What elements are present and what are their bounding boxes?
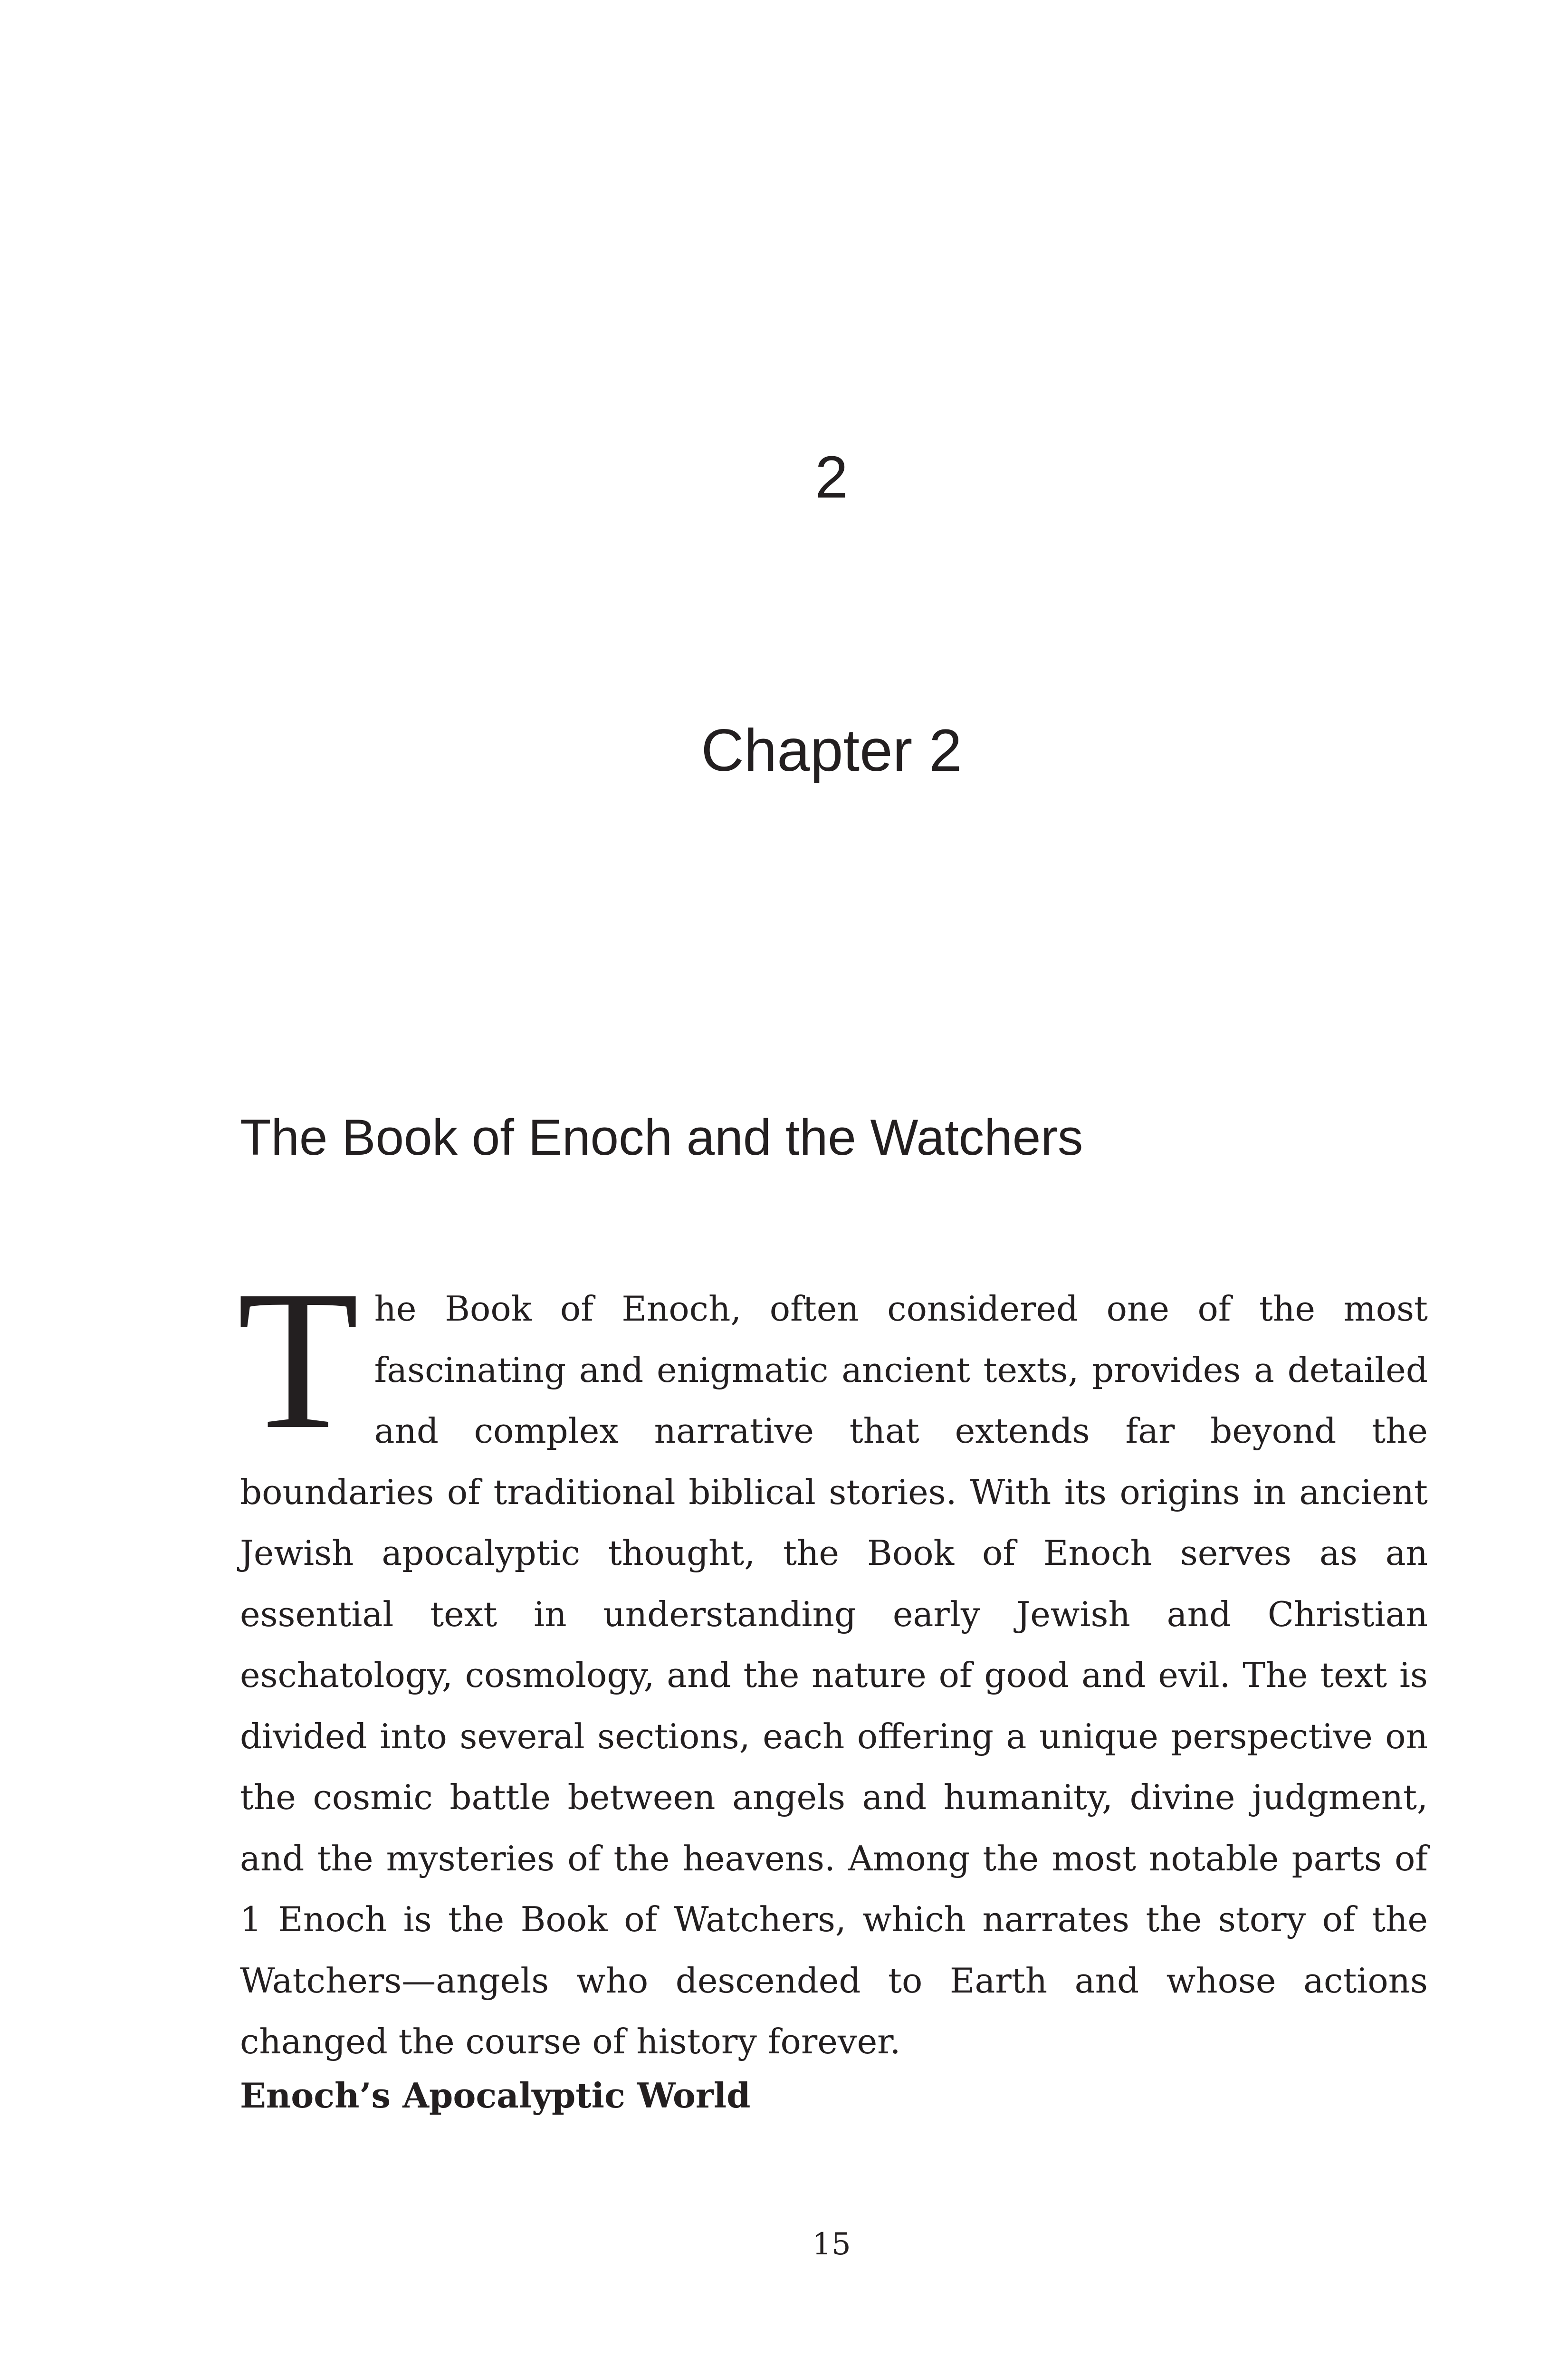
section-heading: The Book of Enoch and the Watchers <box>240 1109 1083 1166</box>
chapter-number: 2 <box>815 444 848 510</box>
chapter-title: Chapter 2 <box>701 718 962 784</box>
body-paragraph-text: he Book of Enoch, often considered one of the most fascinating and enigmatic ancient texts, provides a detailed and complex narrative that extends far beyond the boundaries of traditional biblical stories. With its origins in ancient Jewish apocalyptic thought, the Book of Enoch serves as an essential text in understanding early Jewish and Christian eschatology, cosmology, and the nature of good and evil. The text is divided into several sections, each offering a unique perspective on the cosmic battle between angels and humanity, divine judgment, and the mysteries of the heavens. Among the most notable parts of 1 Enoch is the Book of Watchers, which narrates the story of the Watchers—angels who descended to Earth and whose actions changed the course of history forever. <box>240 1289 1428 2061</box>
page-number: 15 <box>812 2227 851 2262</box>
subheading: Enoch’s Apocalyptic World <box>240 2075 751 2116</box>
body-paragraph <box>237 1249 1428 2072</box>
drop-cap: T <box>237 1249 359 1470</box>
